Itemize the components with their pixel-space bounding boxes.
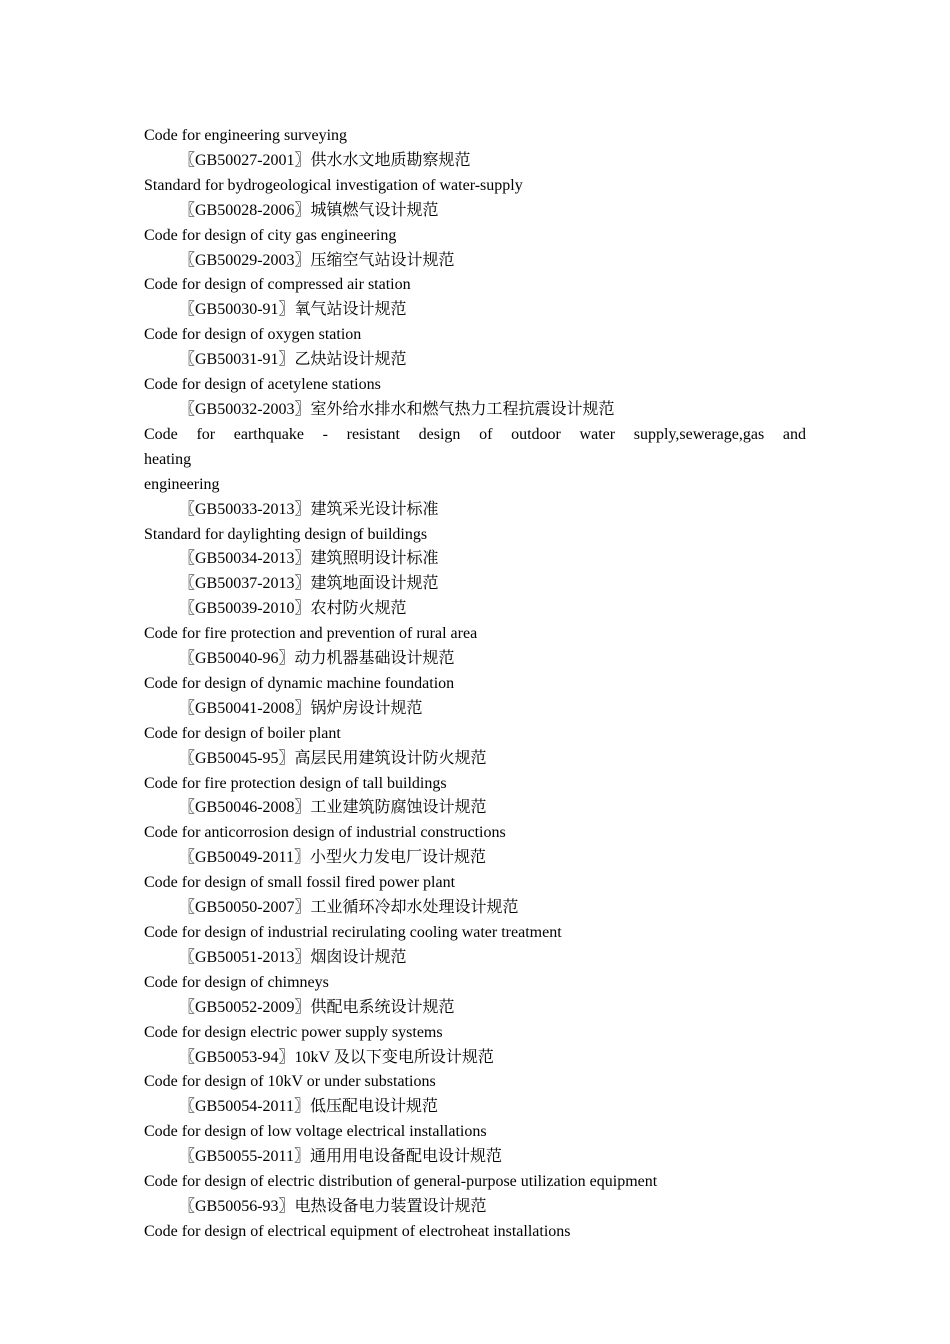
standard-english-title-continued: engineering xyxy=(144,475,220,493)
standard-english-title: Code for design of dynamic machine foundation xyxy=(144,674,455,692)
standard-code-entry: 〖GB50032-2003〗室外给水排水和燃气热力工程抗震设计规范 xyxy=(179,400,615,418)
standard-english-title: Code for design electric power supply systems xyxy=(144,1023,443,1041)
standard-english-title: Code for design of 10kV or under substations xyxy=(144,1073,436,1091)
standard-english-title: Standard for bydrogeological investigation of water-supply xyxy=(144,176,523,194)
standard-english-title: Code for design of small fossil fired power plant xyxy=(144,874,456,892)
standard-english-title: Code for design of acetylene stations xyxy=(144,376,381,394)
standard-code-entry: 〖GB50054-2011〗低压配电设计规范 xyxy=(179,1098,438,1116)
standard-code-entry: 〖GB50056-93〗电热设备电力装置设计规范 xyxy=(179,1197,487,1215)
standards-list xyxy=(144,124,806,1245)
standard-english-title: Code for design of city gas engineering xyxy=(144,226,397,244)
standard-english-title: Code for design of low voltage electrical installations xyxy=(144,1123,487,1141)
standard-english-title: Code for design of compressed air station xyxy=(144,276,411,294)
standard-code-entry: 〖GB50029-2003〗压缩空气站设计规范 xyxy=(179,251,455,269)
standard-english-title: Code for design of electrical equipment of electroheat installations xyxy=(144,1222,571,1240)
standard-code-entry: 〖GB50053-94〗10kV 及以下变电所设计规范 xyxy=(179,1048,494,1066)
standard-code-entry: 〖GB50041-2008〗锅炉房设计规范 xyxy=(179,699,423,717)
standard-code-entry: 〖GB50046-2008〗工业建筑防腐蚀设计规范 xyxy=(179,799,487,817)
standard-code-entry: 〖GB50050-2007〗工业循环冷却水处理设计规范 xyxy=(179,899,519,917)
standard-code-entry: 〖GB50027-2001〗供水水文地质勘察规范 xyxy=(179,151,471,169)
standard-code-entry: 〖GB50039-2010〗农村防火规范 xyxy=(179,600,407,618)
standard-english-title: Code for design of chimneys xyxy=(144,973,329,991)
standard-english-title: Code for earthquake - resistant design of outdoor water supply,sewerage,gas and heating xyxy=(144,425,806,468)
standard-code-entry: 〖GB50045-95〗高层民用建筑设计防火规范 xyxy=(179,749,487,767)
standard-code-entry: 〖GB50030-91〗氧气站设计规范 xyxy=(179,301,407,319)
standard-english-title: Code for engineering surveying xyxy=(144,127,348,144)
standard-code-entry: 〖GB50052-2009〗供配电系统设计规范 xyxy=(179,998,455,1016)
standard-code-entry: 〖GB50051-2013〗烟囱设计规范 xyxy=(179,948,407,966)
standard-english-title: Code for design of electric distribution of general-purpose utilization equipment xyxy=(144,1173,658,1191)
standard-code-entry: 〖GB50055-2011〗通用用电设备配电设计规范 xyxy=(179,1148,502,1166)
standard-english-title: Code for fire protection design of tall buildings xyxy=(144,774,447,792)
standard-english-title: Code for design of boiler plant xyxy=(144,724,341,742)
standard-english-title: Code for design of industrial recirulating cooling water treatment xyxy=(144,924,562,941)
standard-code-entry: 〖GB50049-2011〗小型火力发电厂设计规范 xyxy=(179,849,486,867)
standard-code-entry: 〖GB50028-2006〗城镇燃气设计规范 xyxy=(179,201,439,219)
standard-code-entry: 〖GB50031-91〗乙炔站设计规范 xyxy=(179,351,407,369)
standard-english-title: Code for anticorrosion design of industrial constructions xyxy=(144,824,506,842)
standard-code-entry: 〖GB50034-2013〗建筑照明设计标准 xyxy=(179,550,439,568)
standard-code-entry: 〖GB50040-96〗动力机器基础设计规范 xyxy=(179,650,455,668)
standard-english-title: Code for design of oxygen station xyxy=(144,326,362,344)
standard-code-entry: 〖GB50037-2013〗建筑地面设计规范 xyxy=(179,575,439,593)
standard-english-title: Code for fire protection and prevention of rural area xyxy=(144,625,478,643)
standard-code-entry: 〖GB50033-2013〗建筑采光设计标准 xyxy=(179,500,439,518)
standard-english-title: Standard for daylighting design of buildings xyxy=(144,525,428,543)
